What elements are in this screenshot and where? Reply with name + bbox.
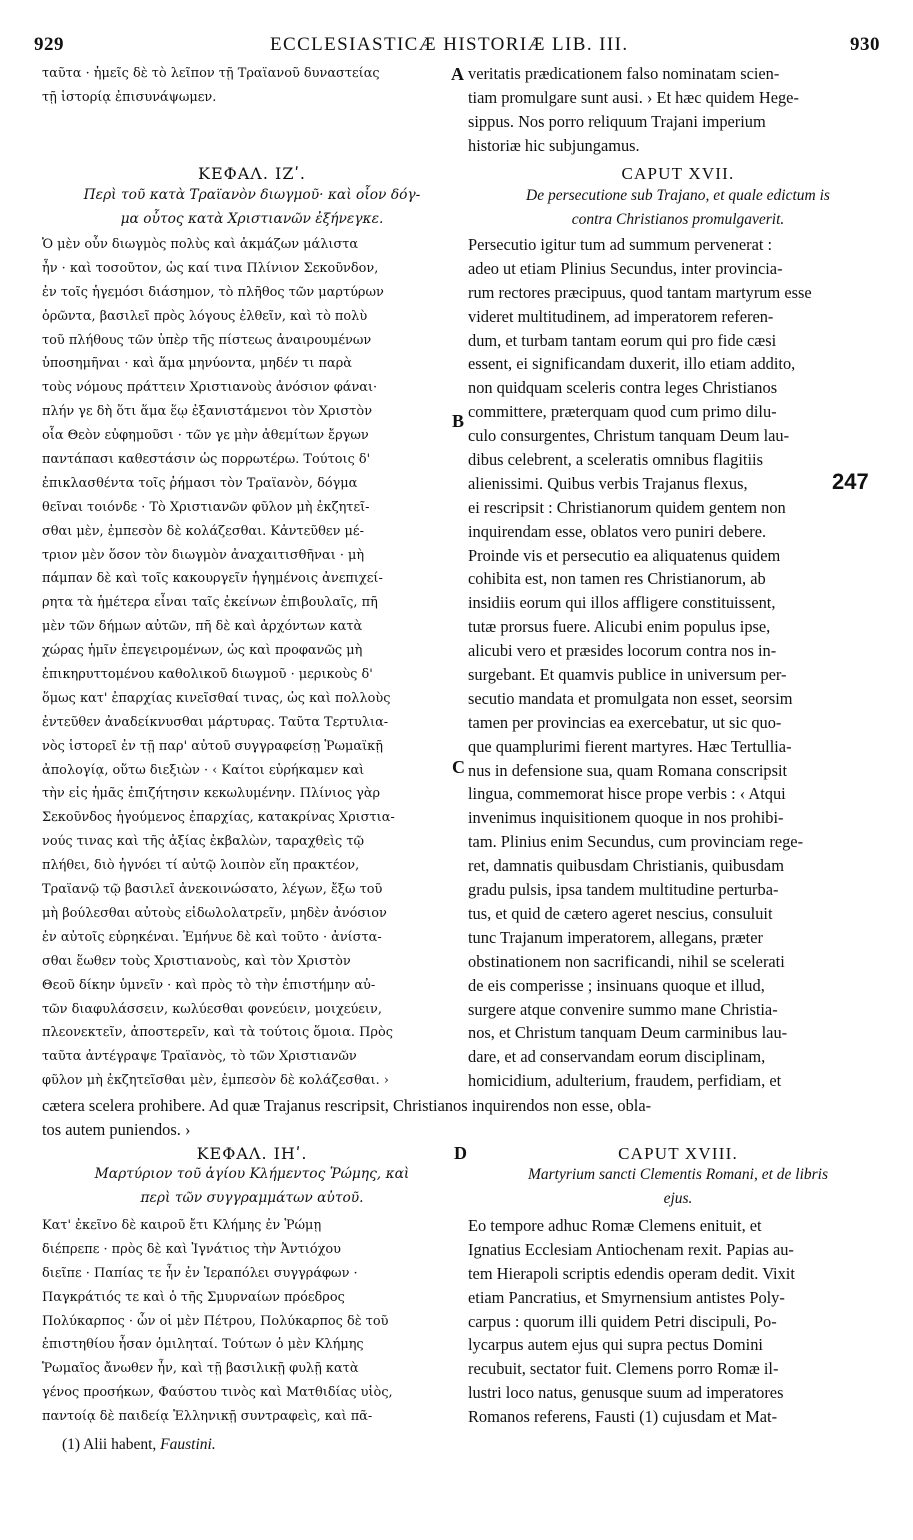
- text-line: secutio mandata et promulgata non esset, seorsim: [468, 688, 793, 708]
- text-line: recubuit, sectator fuit. Clemens porro Romæ il-: [468, 1359, 779, 1379]
- text-line: dibus celebrent, a sceleratis omnibus flagitiis: [468, 450, 763, 470]
- margin-number: 247: [832, 469, 869, 494]
- text-line: μὴ βούλεσθαι αὐτοὺς εἰδωλολατρεῖν, μηδὲν ἀνόσιον: [42, 905, 387, 921]
- text-line: οἷα Θεὸν εὐφημοῦσι · τῶν γε μὴν ἀθεμίτων ἔργων: [42, 428, 369, 444]
- text-line: gradu pulsis, ipsa tandem multitudine perturba-: [468, 880, 779, 900]
- page-number-right: 930: [850, 34, 880, 55]
- text-line: φῦλον μὴ ἐκζητεῖσθαι μὲν, ἐμπεσὸν δὲ κολάζεσθαι. ›: [42, 1073, 389, 1089]
- text-line: τοῦ πλήθους τῶν ὑπὲρ τῆς πίστεως ἀναιρουμένων: [42, 332, 372, 348]
- margin-letter-d: D: [454, 1143, 467, 1163]
- text-line: lingua, commemorat hisce prope verbis : ‹ Atqui: [468, 784, 786, 804]
- text-line: πάμπαν δὲ καὶ τοῖς κακουργεῖν ἡγημένοις ἀνεπιχεί-: [42, 571, 383, 587]
- chapter-18-greek-subtitle: [42, 1164, 462, 1212]
- text-line: tamen per provincias ea exercebatur, ut sic quo-: [468, 712, 782, 732]
- text-line: nus in defensione sua, quam Romana conscripsit: [468, 760, 788, 780]
- text-line: Παγκράτιός τε καὶ ὁ τῆς Σμυρναίων πρόεδρος: [42, 1289, 345, 1305]
- margin-letter-c: C: [452, 757, 465, 777]
- text-line: nos, et Christum tanquam Deum carminibus lau-: [468, 1023, 788, 1043]
- text-line: tus, et quid de cætero ageret nescius, consuluit: [468, 903, 773, 923]
- chapter-18-latin-body: [468, 1214, 888, 1429]
- text-line: historiæ hic subjungamus.: [468, 135, 640, 155]
- chapter-17-continuation: [42, 1094, 892, 1142]
- text-line: ταῦτα ἀντέγραψε Τραϊανὸς, τὸ τῶν Χριστιανῶν: [42, 1049, 357, 1065]
- text-line: inquirendam esse, oblatos vero puniri debere.: [468, 521, 767, 541]
- text-line: etiam Pancratius, et Smyrnensium antistes Poly-: [468, 1287, 785, 1307]
- chapter-18-latin-subtitle: [468, 1164, 888, 1212]
- text-line: tem Hierapoli scriptis edendis operam dedit. Vixit: [468, 1263, 795, 1283]
- text-line: tos autem puniendos. ›: [42, 1119, 191, 1139]
- subtitle-line: De persecutione sub Trajano, et quale edictum is: [526, 187, 830, 204]
- text-line: committere, præterquam quod cum primo dilu-: [468, 402, 777, 422]
- text-line: surgere atque convenire summo mane Christia-: [468, 999, 778, 1019]
- text-line: ταῦτα · ἡμεῖς δὲ τὸ λεῖπον τῇ Τραϊανοῦ δυναστείας: [42, 66, 380, 81]
- text-line: τῇ ἱστορίᾳ ἐπισυνάψωμεν.: [42, 89, 217, 105]
- subtitle-line: μα οὗτος κατὰ Χριστιανῶν ἐξήνεγκε.: [120, 210, 384, 227]
- text-line: νούς τινας καὶ τῆς ἀξίας ἐκβαλὼν, ταραχθεὶς τῷ: [42, 834, 364, 850]
- text-line: Κατ' ἐκεῖνο δὲ καιροῦ ἔτι Κλήμης ἐν Ῥώμῃ: [42, 1218, 322, 1233]
- text-line: dare, et ad conservandam eorum disciplinam,: [468, 1047, 766, 1067]
- top-latin-text: [468, 62, 888, 158]
- text-line: tunc Trajanum imperatorem, allegans, præter: [468, 927, 763, 947]
- chapter-17-latin-subtitle: [468, 185, 888, 233]
- text-line: ρητα τὰ ἡμέτερα εἶναι ταῖς ἐκείνων ἐπιβουλαῖς, πῆ: [42, 595, 378, 611]
- text-line: alienissimi. Quibus verbis Trajanus flexus,: [468, 473, 748, 493]
- text-line: πλήν γε δὴ ὅτι ἅμα ἕῳ ἐξανιστάμενοι τὸν Χριστὸν: [42, 404, 373, 420]
- text-line: alicubi vero et præsides locorum contra nos in-: [468, 641, 777, 661]
- chapter-17-greek-heading: ΚΕΦΑΛ. ΙΖʹ.: [197, 164, 306, 183]
- text-line: surgebant. Et quamvis publice in universum per-: [468, 665, 787, 685]
- footnote: [62, 1436, 216, 1454]
- text-line: σθαι μὲν, ἐμπεσὸν δὲ κολάζεσθαι. Κἀντεῦθεν μέ-: [42, 523, 364, 539]
- chapter-17-latin-heading: CAPUT XVII.: [621, 164, 735, 183]
- running-title: ECCLESIASTICÆ HISTORIÆ LIB. III.: [270, 34, 629, 55]
- text-line: tam. Plinius enim Secundus, cum provinciam rege-: [468, 832, 804, 852]
- text-line: non quidquam sceleris contra leges Christianos: [468, 378, 778, 398]
- text-line: Σεκοῦνδος ἡγούμενος ἐπαρχίας, κατακρίνας Χριστια-: [42, 810, 395, 826]
- text-line: carpus : quorum illi quidem Petri discipuli, Po-: [468, 1311, 777, 1331]
- text-line: Romanos referens, Fausti (1) cujusdam et Mat-: [468, 1407, 778, 1427]
- text-line: τὴν εἰς ἡμᾶς ἐπιζήτησιν κεκωλυμένην. Πλίνιος γὰρ: [42, 786, 381, 802]
- text-line: culo consurgentes, Christum tanquam Deum lau-: [468, 426, 790, 446]
- text-line: tutæ prorsus fuere. Alicubi enim populus ipse,: [468, 617, 771, 637]
- chapter-18-greek-heading: ΚΕΦΑΛ. ΙΗʹ.: [196, 1144, 308, 1163]
- text-line: μὲν τῶν δήμων αὐτῶν, πῆ δὲ καὶ ἀρχόντων κατὰ: [42, 619, 363, 635]
- text-line: videret multitudinem, ad imperatorem referen-: [468, 306, 774, 326]
- text-line: homicidium, adulterium, fraudem, perfidiam, et: [468, 1071, 782, 1091]
- text-line: Persecutio igitur tum ad summum pervenerat :: [468, 235, 773, 254]
- text-line: σθαι ἕωθεν τοὺς Χριστιανοὺς, καὶ τὸν Χριστὸν: [42, 953, 351, 969]
- text-line: ἐντεῦθεν ἀναδείκνυσθαι μάρτυρας. Ταῦτα Τερτυλια-: [42, 714, 389, 730]
- text-line: lustri loco natus, genusque suum ad imperatores: [468, 1383, 784, 1403]
- text-line: rum rectores præcipuus, quod tantam martyrum esse: [468, 282, 812, 302]
- text-line: essent, ei significandam duxerit, illo etiam addito,: [468, 354, 796, 374]
- text-line: Eo tempore adhuc Romæ Clemens enituit, et: [468, 1216, 762, 1235]
- running-header: [30, 34, 880, 58]
- text-line: invenimus inquisitionem quoque in nos prohibi-: [468, 808, 784, 828]
- margin-letter-a: A: [451, 64, 464, 84]
- text-line: Proinde vis et persecutio ea aliquatenus quidem: [468, 545, 781, 565]
- subtitle-line: ejus.: [663, 1189, 693, 1207]
- text-line: πλεονεκτεῖν, ἀποστερεῖν, καὶ τὰ τούτοις ὅμοια. Πρὸς: [42, 1025, 393, 1041]
- text-line: πλήθει, διὸ ἠγνόει τί αὐτῷ λοιπὸν εἴη πρακτέον,: [42, 858, 360, 874]
- text-line: γένος προσήκων, Φαύστου τινὸς καὶ Ματθιδίας υἱὸς,: [42, 1385, 393, 1401]
- text-line: ret, damnatis quibusdam Christianis, quibusdam: [468, 856, 784, 876]
- text-line: Ὁ μὲν οὖν διωγμὸς πολὺς καὶ ἀκμάζων μάλιστα: [42, 237, 359, 252]
- chapter-17-greek-body: [42, 233, 465, 1093]
- text-line: ἐπιστηθίου ἦσαν ὁμιληταί. Τούτων ὁ μὲν Κλήμης: [42, 1337, 364, 1353]
- text-line: τῶν διαφυλάσσειν, κωλύεσθαι φονεύειν, μοιχεύειν,: [42, 1001, 382, 1017]
- text-line: ei rescripsit : Christianorum quidem gentem non: [468, 497, 786, 517]
- text-line: ὁρῶντα, βασιλεῖ πρὸς λόγους ἐλθεῖν, καὶ τὸ πολὺ: [42, 308, 368, 324]
- footnote-italic: Faustini.: [160, 1436, 216, 1453]
- text-line: sippus. Nos porro reliquum Trajani imperium: [468, 111, 766, 131]
- text-line: χώρας ἡμῖν ἐπεγειρομένων, ὡς καὶ προφανῶς μὴ: [42, 643, 363, 659]
- text-line: Ῥωμαῖος ἄνωθεν ἦν, καὶ τῇ βασιλικῇ φυλῇ κατὰ: [42, 1361, 359, 1377]
- text-line: obstinationem non sacrificandi, nihil se scelerati: [468, 951, 785, 971]
- text-line: διεῖπε · Παπίας τε ἦν ἐν Ἱεραπόλει συγγράφων ·: [42, 1265, 358, 1281]
- chapter-17-greek-subtitle: [42, 185, 462, 233]
- text-line: veritatis prædicationem falso nominatam scien-: [468, 64, 780, 83]
- text-line: τοὺς νόμους πράττειν Χριστιανοὺς ἀνόσιον φάναι·: [42, 380, 378, 396]
- subtitle-line: Μαρτύριον τοῦ ἁγίου Κλήμεντος Ῥώμης, καὶ: [94, 1166, 410, 1182]
- text-line: adeo ut etiam Plinius Secundus, inter provincia-: [468, 258, 783, 278]
- text-line: ἦν · καὶ τοσοῦτον, ὡς καί τινα Πλίνιον Σεκοῦνδον,: [42, 260, 379, 276]
- text-line: ἐπικηρυττομένου καθολικοῦ διωγμοῦ · μερικοὺς δ': [42, 667, 373, 683]
- footnote-text: (1) Alii habent,: [62, 1436, 161, 1453]
- text-line: Πολύκαρπος · ὧν οἱ μὲν Πέτρου, Πολύκαρπος δὲ τοῦ: [42, 1313, 389, 1329]
- text-line: ὅμως κατ' ἐπαρχίας κινεῖσθαί τινας, ὡς καὶ πολλοὺς: [42, 690, 391, 706]
- page-number-left: 929: [34, 34, 64, 55]
- text-line: lycarpus autem ejus qui supra pectus Domini: [468, 1335, 763, 1355]
- text-line: νὸς ἱστορεῖ ἐν τῇ παρ' αὐτοῦ συγγραφείσῃ Ῥωμαϊκῇ: [42, 738, 383, 754]
- text-line: ἀπολογίᾳ, οὕτω διεξιὼν · ‹ Καίτοι εὑρήκαμεν καὶ: [42, 762, 365, 778]
- top-greek-text: [42, 62, 462, 110]
- text-line: ἐν τοῖς ἡγεμόσι διάσημον, τὸ πλῆθος τῶν μαρτύρων: [42, 284, 384, 300]
- chapter-17-latin-body: [468, 233, 888, 1093]
- text-line: διέπρεπε · πρὸς δὲ καὶ Ἰγνάτιος τὴν Ἀντιόχου: [42, 1241, 341, 1257]
- text-line: θεῖναι τοιόνδε · Τὸ Χριστιανῶν φῦλον μὴ ἐκζητεῖ-: [42, 499, 370, 515]
- text-line: que quamplurimi fierent martyres. Hæc Tertullia-: [468, 736, 792, 756]
- text-line: dum, et turbam tantam eorum qui pro fide cæsi: [468, 330, 777, 350]
- text-line: cætera scelera prohibere. Ad quæ Trajanus rescripsit, Christianos inquirendos non esse, obla-: [42, 1096, 652, 1115]
- text-line: Θεοῦ δίκην ὑμνεῖν · καὶ πρὸς τὸ τὴν ἐπιστήμην αὐ-: [42, 977, 376, 993]
- text-line: παντάπασι καθεστάσιν ὡς πορρωτέρω. Τούτοις δ': [42, 452, 371, 468]
- text-line: ὑποσημῆναι · καὶ ἅμα μηνύοντα, μηδέν τι παρὰ: [42, 356, 352, 372]
- text-line: Ignatius Ecclesiam Antiochenam rexit. Papias au-: [468, 1239, 794, 1259]
- margin-letter-b: B: [452, 411, 465, 431]
- text-line: ἐπικλασθέντα τοῖς ῥήμασι τὸν Τραϊανὸν, δόγμα: [42, 475, 358, 491]
- chapter-18-latin-heading: CAPUT XVIII.: [618, 1144, 738, 1163]
- text-line: tiam promulgare sunt ausi. › Et hæc quidem Hege-: [468, 87, 799, 107]
- chapter-18-greek-body: [42, 1214, 462, 1429]
- text-line: παντοίᾳ δὲ παιδείᾳ Ἑλληνικῇ συντραφεὶς, καὶ πᾶ-: [42, 1409, 373, 1425]
- text-line: ἐν αὐτοῖς εὑρηκέναι. Ἐμήνυε δὲ καὶ τοῦτο · ἀνίστα-: [42, 929, 382, 945]
- text-line: de eis comperisse ; insinuans quoque et illud,: [468, 975, 765, 995]
- text-line: cohibita est, non tamen res Christianorum, ab: [468, 569, 766, 589]
- text-line: τριον μὲν ὅσον τὸν διωγμὸν ἀναχαιτισθῆναι · μὴ: [42, 547, 365, 563]
- subtitle-line: περὶ τῶν συγγραμμάτων αὐτοῦ.: [140, 1189, 364, 1206]
- text-line: Τραϊανῷ τῷ βασιλεῖ ἀνεκοινώσατο, λέγων, ἔξω τοῦ: [42, 882, 383, 898]
- subtitle-line: Martyrium sancti Clementis Romani, et de libris: [527, 1166, 829, 1183]
- subtitle-line: Περὶ τοῦ κατὰ Τραϊανὸν διωγμοῦ· καὶ οἷον δόγ-: [83, 187, 421, 203]
- text-line: insidiis eorum qui illos affligere constituissent,: [468, 593, 776, 613]
- subtitle-line: contra Christianos promulgaverit.: [571, 210, 785, 228]
